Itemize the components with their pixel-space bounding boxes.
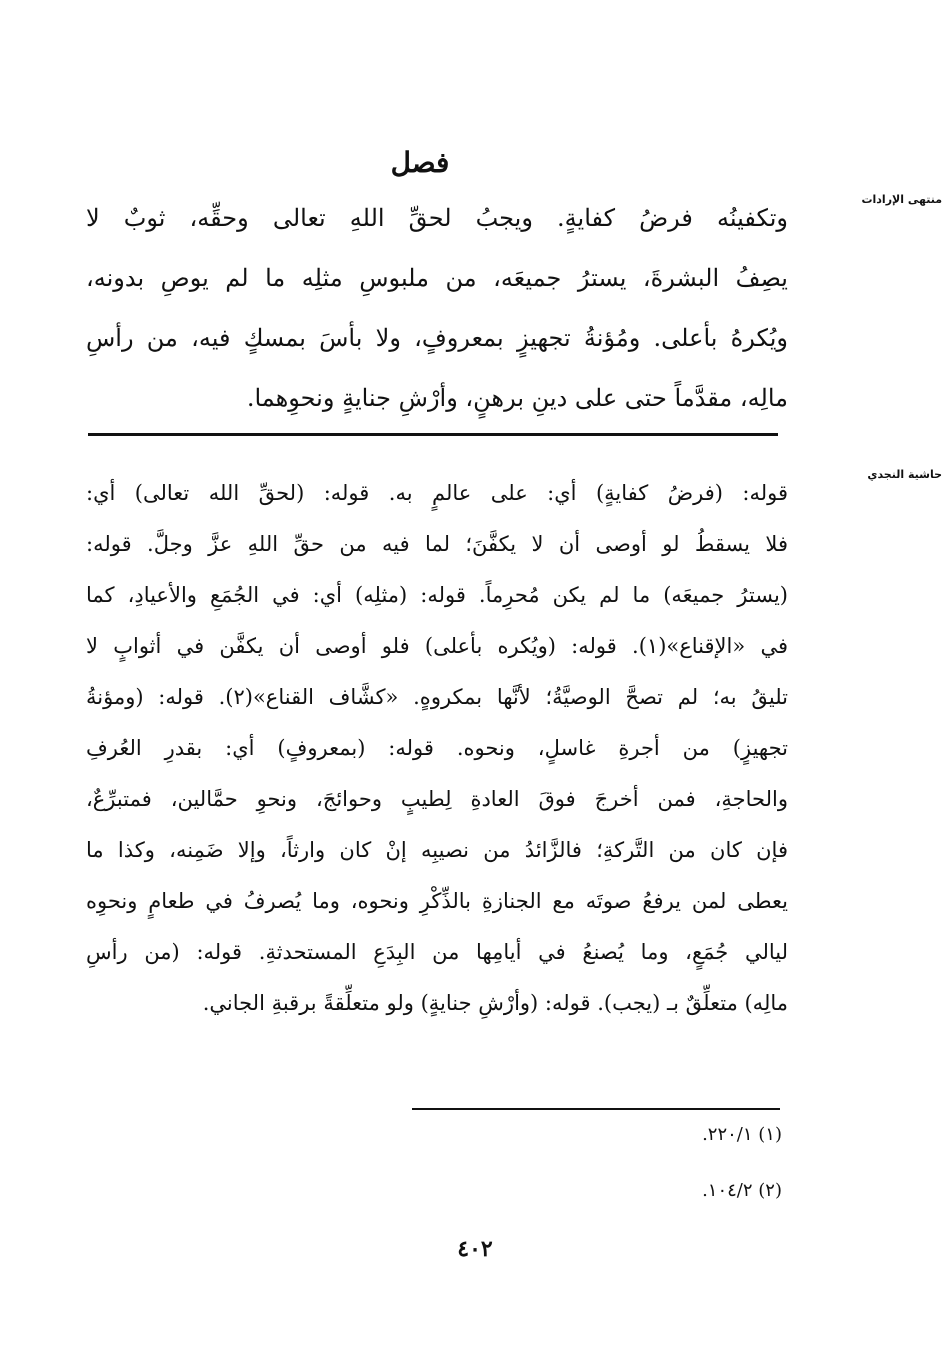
margin-label-matn: منتهى الإرادات xyxy=(861,193,942,206)
matn-line: يصِفُ البشرةَ، يسترُ جميعَه، من ملبوسِ مثلِه ما لم يوصِ بدونه، xyxy=(86,264,788,292)
margin-label-hashiya: حاشية النجدي xyxy=(867,468,942,481)
matn-line: مالِه، مقدَّماً حتى على دينِ برهنٍ، وأرْشِ جنايةٍ ونحوِهما. xyxy=(246,384,788,412)
hashiya-line: في «الإقناع»(١). قوله: (ويُكره بأعلى) فلو أوصى أن يكفَّن في أثوابٍ لا xyxy=(86,634,788,658)
section-divider xyxy=(88,433,778,436)
hashiya-line: مالِه) متعلِّقٌ بـ (يجب). قوله: (وأرْشِ جنايةٍ) ولو متعلِّقةً برقبةِ الجاني. xyxy=(202,991,788,1015)
hashiya-line: (يسترُ جميعَه) ما لم يكن مُحرِماً. قوله: (مثلِه) أي: في الجُمَعِ والأعيادِ، كما xyxy=(86,583,788,607)
hashiya-line: فلا يسقطُ لو أوصى أن لا يكفَّنَ؛ لما فيه من حقِّ اللهِ عزَّ وجلَّ. قوله: xyxy=(86,532,788,556)
hashiya-line: يعطى لمن يرفعُ صوتَه مع الجنازةِ بالذِّكْرِ ونحوه، وما يُصرفُ في طعامٍ ونحوِه xyxy=(86,889,788,913)
hashiya-line: تجهيزٍ) من أجرةِ غاسلٍ، ونحوه. قوله: (بمعروفٍ) أي: بقدرِ العُرفِ xyxy=(86,736,788,760)
footnote-divider xyxy=(412,1108,780,1110)
footnote-2: (٢) ١٠٤/٢. xyxy=(702,1180,782,1201)
matn-line: وتكفينُه فرضُ كفايةٍ. ويجبُ لحقِّ اللهِ تعالى وحقِّه، ثوبٌ لا xyxy=(86,204,788,232)
matn-line: ويُكرهُ بأعلى. ومُؤنةُ تجهيزٍ بمعروفٍ، ولا بأسَ بمسكٍ فيه، من رأسِ xyxy=(86,324,788,352)
footnote-1: (١) ٢٢٠/١. xyxy=(702,1124,782,1145)
hashiya-line: قوله: (فرضُ كفايةٍ) أي: على عالمٍ به. قوله: (لحقِّ الله تعالى) أي: xyxy=(86,481,788,505)
hashiya-line: والحاجةِ، فمن أخرجَ فوقَ العادةِ لِطيبٍ وحوائجَ، ونحوِ حمَّالين، فمتبرِّعٌ، xyxy=(86,787,788,811)
hashiya-line: ليالي جُمَعٍ، وما يُصنعُ في أيامِها من البِدَعِ المستحدثةِ. قوله: (من رأسِ xyxy=(86,940,788,964)
page-number: ٤٠٢ xyxy=(457,1236,493,1262)
section-heading: فصل xyxy=(390,146,450,179)
hashiya-line: تليقُ به؛ لم تصحَّ الوصيَّةُ؛ لأنَّها بمكروهٍ. «كشَّاف القناع»(٢). قوله: (ومؤنةُ xyxy=(86,685,788,709)
hashiya-text xyxy=(86,468,788,1029)
matn-text xyxy=(86,188,788,428)
hashiya-line: فإن كان من التَّركةِ؛ فالزَّائدُ من نصيبِه إنْ كان وارثاً، وإلا ضَمِنه، وكذا ما xyxy=(86,838,788,862)
